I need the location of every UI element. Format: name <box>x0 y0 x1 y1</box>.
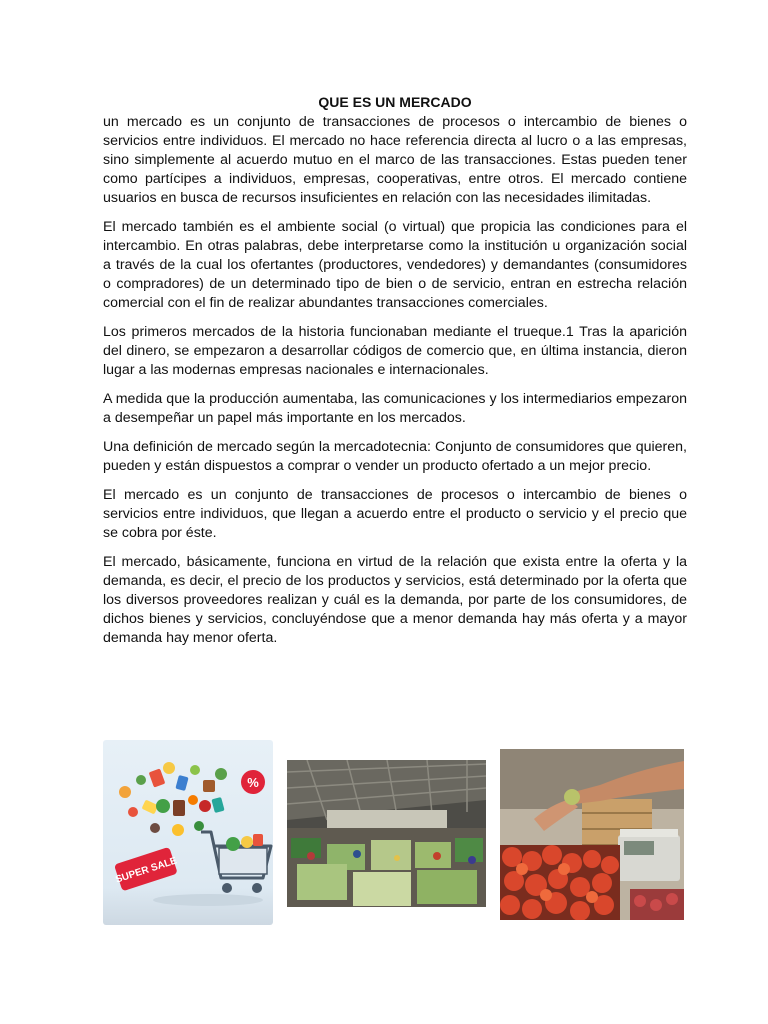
paragraph-5: Una definición de mercado según la mercadotecnia: Conjunto de consumidores que quieren, pueden y están dispuestos a comprar o vender un producto ofertado a un mejor precio. <box>103 439 687 474</box>
page-title: QUE ES UN MERCADO <box>318 94 472 110</box>
paragraph-1: un mercado es un conjunto de transacciones de procesos o intercambio de bienes o servicios entre individuos. El mercado no hace referencia directa al lucro o a las empresas, sino simplemente al acuerdo mutuo en el marco de las transacciones. Estas pueden tener como partícipes a individuos, empresas, cooperativas, entre otros. El mercado contiene usuarios en busca de recursos insuficientes en relación con las necesidades ilimitadas. <box>103 114 687 206</box>
produce-vendor-graphic <box>500 749 684 920</box>
super-sale-tag: SUPER SALE <box>114 855 179 886</box>
document-body <box>103 93 687 658</box>
image-row <box>103 740 687 930</box>
shopping-cart-sale-illustration <box>103 740 273 925</box>
paragraph-4: A medida que la producción aumentaba, las comunicaciones y los intermediarios empezaron a desempeñar un papel más importante en los mercados. <box>103 391 687 426</box>
paragraph-7: El mercado, básicamente, funciona en virtud de la relación que exista entre la oferta y la demanda, es decir, el precio de los productos y servicios, está determinado por la oferta que los diversos proveedores realizan y cuál es la demanda, por parte de los consumidores, de dichos bienes y servicios, concluyéndose que a menor demanda hay más oferta y a mayor demanda hay menor oferta. <box>103 554 687 646</box>
market-hall-graphic <box>287 760 486 907</box>
cart-illustration-graphic <box>103 740 273 925</box>
produce-vendor-photo <box>500 749 684 920</box>
paragraph-6: El mercado es un conjunto de transacciones de procesos o intercambio de bienes o servicios entre individuos, que llegan a acuerdo entre el producto o servicio y el precio que se cobra por éste. <box>103 487 687 541</box>
percent-badge: % <box>247 775 259 790</box>
market-hall-photo <box>287 760 486 907</box>
paragraph-2: El mercado también es el ambiente social (o virtual) que propicia las condiciones para el intercambio. En otras palabras, debe interpretarse como la institución u organización social a través de la cual los ofertantes (productores, vendedores) y demandantes (consumidores o compradores) de un determinado tipo de bien o de servicio, entran en estrecha relación comercial con el fin de realizar abundantes transacciones comerciales. <box>103 219 687 311</box>
paragraph-3: Los primeros mercados de la historia funcionaban mediante el trueque.1 Tras la aparición del dinero, se empezaron a desarrollar códigos de comercio que, en última instancia, dieron lugar a las modernas empresas nacionales e internacionales. <box>103 324 687 378</box>
